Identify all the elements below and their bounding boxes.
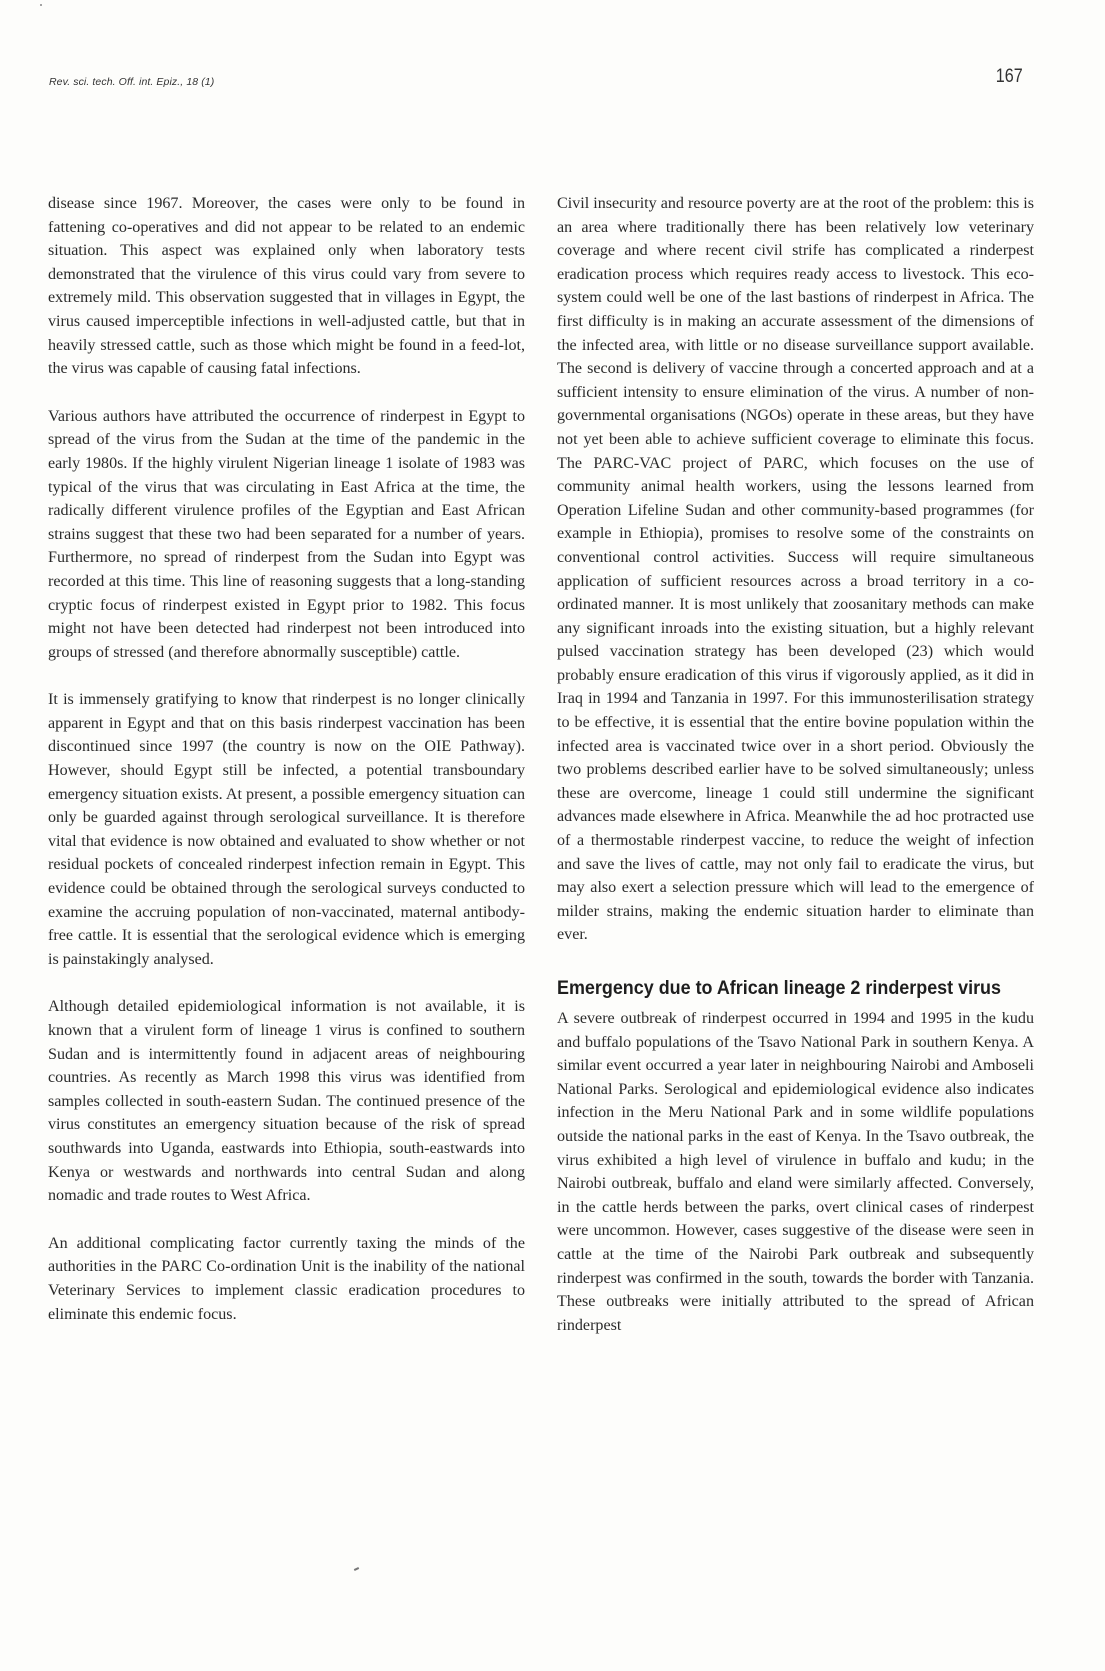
scan-speck (354, 1567, 359, 1571)
left-column (48, 192, 525, 1326)
right-column (557, 192, 1034, 1337)
body-paragraph: A severe outbreak of rinderpest occurred in 1994 and 1995 in the kudu and buffalo populations of the Tsavo National Park in southern Kenya. A similar event occurred a year later in neighbouring Nairobi and Amboseli National Parks. Serological and epidemiological evidence also indicates infection in the Meru National Park and in some wildlife populations outside the national parks in the east of Kenya. In the Tsavo outbreak, the virus exhibited a high level of virulence in buffalo and kudu; in the Nairobi outbreak, buffalo and eland were similarly affected. Conversely, in the cattle herds between the parks, overt clinical cases of rinderpest were uncommon. However, cases suggestive of the disease were seen in cattle at the time of the Nairobi Park outbreak and subsequently rinderpest was confirmed in the south, towards the border with Tanzania. These outbreaks were initially attributed to the spread of African rinderpest (557, 1010, 1034, 1334)
body-paragraph: Civil insecurity and resource poverty are at the root of the problem: this is an area where traditionally there has been relatively low veterinary coverage and where recent civil strife has complicated a rinderpest eradication process which requires ready access to livestock. This eco-system could well be one of the last bastions of rinderpest in Africa. The first difficulty is in making an accurate assessment of the dimensions of the infected area, with little or no disease surveillance support available. The second is delivery of vaccine through a concerted approach and at a sufficient intensity to ensure elimination of the virus. A number of non-governmental organisations (NGOs) operate in these areas, but they have not yet been able to achieve sufficient coverage to eliminate this focus. The PARC-VAC project of PARC, which focuses on the use of community animal health workers, using the lessons learned from Operation Lifeline Sudan and other community-based programmes (for example in Ethiopia), promises to resolve some of the constraints on conventional control activities. Success will require simultaneous application of sufficient resources across a broad territory in a co-ordinated manner. It is most unlikely that zoosanitary methods can make any significant inroads into the existing situation, but a highly relevant pulsed vaccination strategy has been developed (23) which would probably ensure eradication of this virus if vigorously applied, as it did in Iraq in 1994 and Tanzania in 1997. For this immunosterilisation strategy to be effective, it is essential that the entire bovine population within the infected area is vaccinated twice over in a short period. Obviously the two problems described earlier have to be solved simultaneously; unless these are overcome, lineage 1 could still undermine the significant advances made elsewhere in Africa. Meanwhile the ad hoc protracted use of a thermostable rinderpest vaccine, to reduce the weight of infection and save the lives of cattle, may not only fail to eradicate the virus, but may also exert a selection pressure which will lead to the emergence of milder strains, making the endemic situation harder to eliminate than ever. (557, 195, 1034, 944)
journal-running-head: Rev. sci. tech. Off. int. Epiz., 18 (1) (49, 76, 215, 88)
section-heading: Emergency due to African lineage 2 rinderpest virus (557, 977, 1002, 999)
body-paragraph: It is immensely gratifying to know that rinderpest is no longer clinically apparent in Egypt and that on this basis rinderpest vaccination has been discontinued since 1997 (the country is now on the OIE Pathway). However, should Egypt still be infected, a potential transboundary emergency situation exists. At present, a possible emergency situation can only be guarded against through serological surveillance. It is therefore vital that evidence is now obtained and evaluated to show whether or not residual pockets of concealed rinderpest infection remain in Egypt. This evidence could be obtained through the serological surveys conducted to examine the accruing population of non-vaccinated, maternal antibody-free cattle. It is essential that the serological evidence which is emerging is painstakingly analysed. (48, 691, 525, 968)
body-paragraph: Various authors have attributed the occurrence of rinderpest in Egypt to spread of the virus from the Sudan at the time of the pandemic in the early 1980s. If the highly virulent Nigerian lineage 1 isolate of 1983 was typical of the virus that was circulating in East Africa at the time, the radically different virulence profiles of the Egyptian and East African strains suggest that these two had been separated for a number of years. Furthermore, no spread of rinderpest from the Sudan into Egypt was recorded at this time. This line of reasoning suggests that a long-standing cryptic focus of rinderpest existed in Egypt prior to 1982. This focus might not have been detected had rinderpest not been introduced into groups of stressed (and therefore abnormally susceptible) cattle. (48, 407, 525, 661)
body-paragraph: Although detailed epidemiological information is not available, it is known that a virulent form of lineage 1 virus is confined to southern Sudan and is intermittently found in adjacent areas of neighbouring countries. As recently as March 1998 this virus was identified from samples collected in south-eastern Sudan. The continued presence of the virus constitutes an emergency situation because of the risk of spread southwards into Uganda, eastwards into Ethiopia, south-eastwards into Kenya or westwards and northwards into central Sudan and along nomadic and trade routes to West Africa. (48, 998, 525, 1205)
page-number: 167 (996, 66, 1023, 87)
body-paragraph: An additional complicating factor currently taxing the minds of the authorities in the PARC Co-ordination Unit is the inability of the national Veterinary Services to implement classic eradication procedures to eliminate this endemic focus. (48, 1234, 525, 1323)
scan-speck (40, 4, 42, 6)
body-paragraph: disease since 1967. Moreover, the cases were only to be found in fattening co-operatives and did not appear to be related to an endemic situation. This aspect was explained only when laboratory tests demonstrated that the virulence of this virus could vary from severe to extremely mild. This observation suggested that in villages in Egypt, the virus caused imperceptible infections in well-adjusted cattle, but that in heavily stressed cattle, such as those which might be found in a feed-lot, the virus was capable of causing fatal infections. (48, 195, 525, 378)
